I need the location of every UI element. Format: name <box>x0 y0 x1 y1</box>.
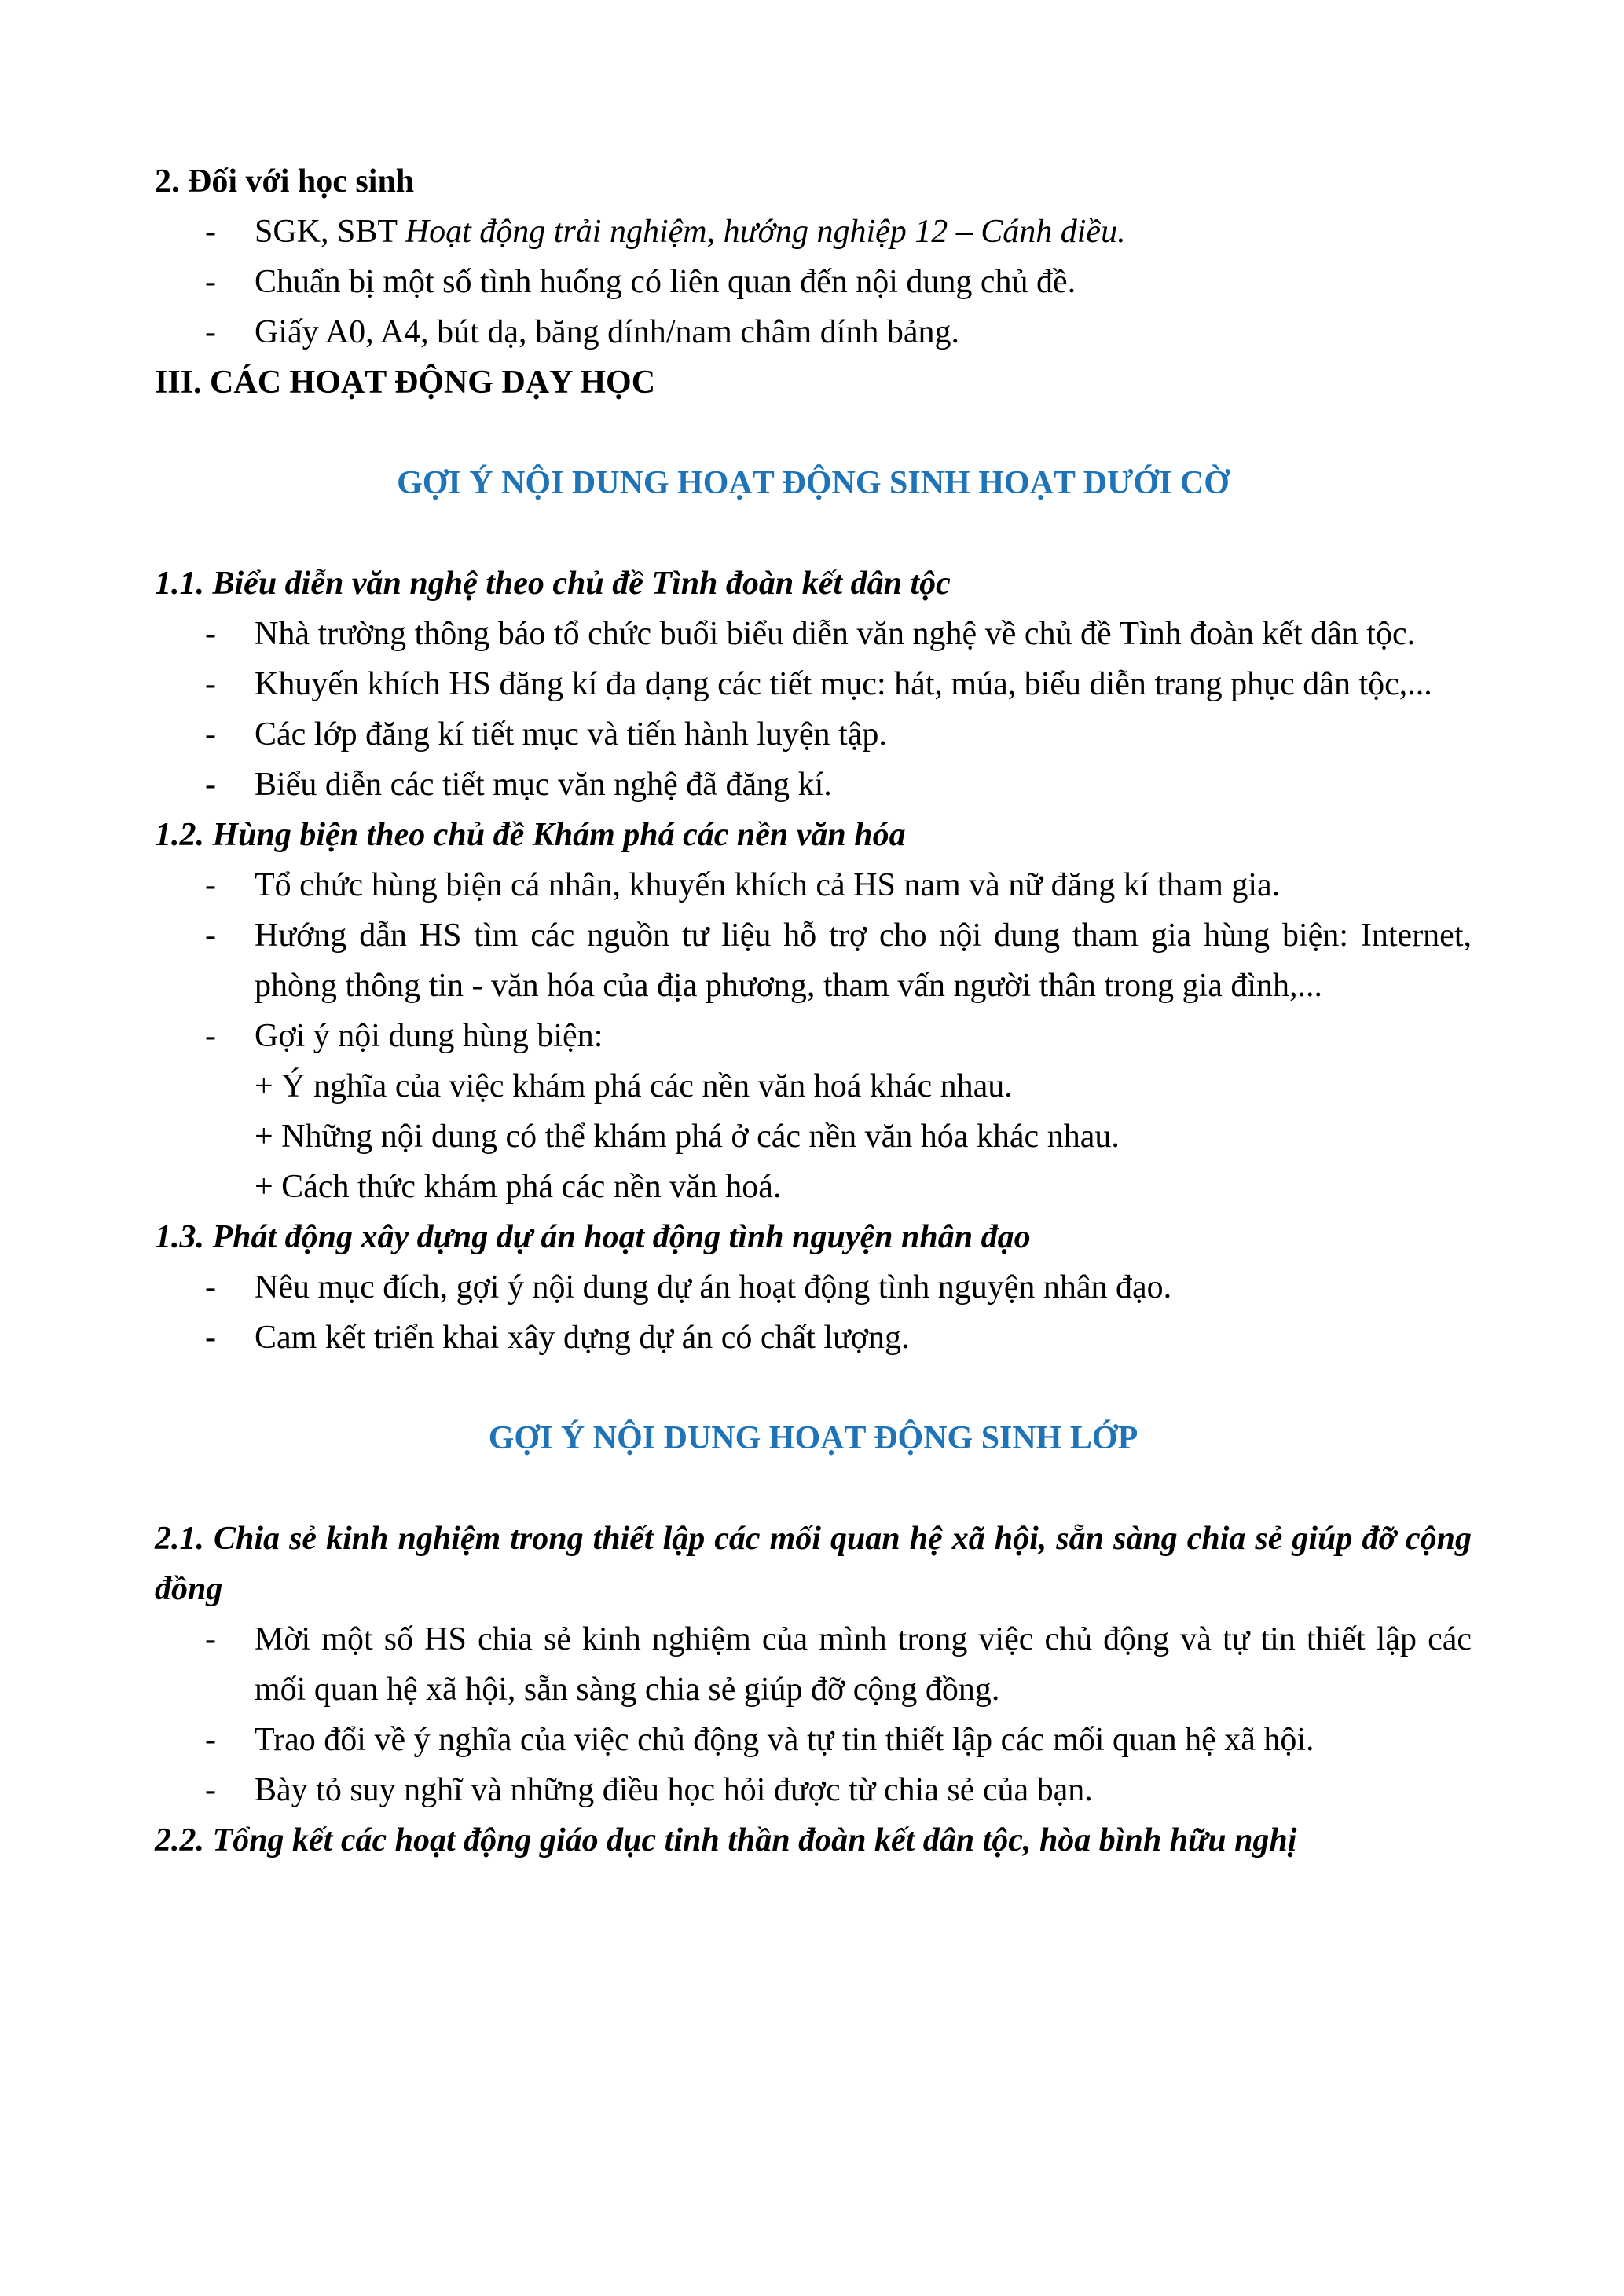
item-text: Tổ chức hùng biện cá nhân, khuyến khích cả HS nam và nữ đăng kí tham gia. <box>255 867 1281 903</box>
item-text: Chuẩn bị một số tình huống có liên quan đến nội dung chủ đề. <box>255 264 1076 300</box>
book-title: Hoạt động trải nghiệm, hướng nghiệp 12 – Cánh diều. <box>405 214 1126 250</box>
subsection-2-1-heading: 2.1. Chia sẻ kinh nghiệm trong thiết lập các mối quan hệ xã hội, sẵn sàng chia sẻ giúp đỡ cộng đồng <box>155 1521 1472 1607</box>
bullet-dash: - <box>205 716 216 753</box>
list-item <box>155 760 1472 810</box>
bullet-dash: - <box>205 1269 216 1305</box>
bullet-dash: - <box>205 666 216 702</box>
bullet-dash: - <box>205 214 216 250</box>
subsection-2-1-list <box>155 1614 1472 1815</box>
list-item <box>155 910 1472 1011</box>
bullet-dash: - <box>205 867 216 903</box>
item-text: Mời một số HS chia sẻ kinh nghiệm của mình trong việc chủ động và tự tin thiết lập các mối quan hệ xã hội, sẵn sàng chia sẻ giúp đỡ cộng đồng. <box>255 1621 1472 1708</box>
page-content <box>155 156 1472 1866</box>
item-text: Giấy A0, A4, bút dạ, băng dính/nam châm dính bảng. <box>255 314 960 350</box>
subsection-1-2-heading: 1.2. Hùng biện theo chủ đề Khám phá các nền văn hóa <box>155 817 906 853</box>
list-item <box>155 659 1472 709</box>
class-activities-title: GỢI Ý NỘI DUNG HOẠT ĐỘNG SINH LỚP <box>488 1420 1138 1456</box>
bullet-dash: - <box>205 767 216 803</box>
item-text: SGK, SBT <box>255 214 405 250</box>
activities-heading: III. CÁC HOẠT ĐỘNG DẠY HỌC <box>155 364 656 401</box>
bullet-dash: - <box>205 1018 216 1054</box>
subsection-1-1-list <box>155 609 1472 810</box>
list-item <box>155 609 1472 659</box>
item-text: Các lớp đăng kí tiết mục và tiến hành luyện tập. <box>255 716 887 753</box>
item-text: Bày tỏ suy nghĩ và những điều học hỏi được từ chia sẻ của bạn. <box>255 1772 1093 1808</box>
item-text: Khuyến khích HS đăng kí đa dạng các tiết mục: hát, múa, biểu diễn trang phục dân tộc,... <box>255 666 1432 702</box>
item-text: Nhà trường thông báo tổ chức buổi biểu diễn văn nghệ về chủ đề Tình đoàn kết dân tộc. <box>255 616 1416 652</box>
list-item <box>155 207 1472 257</box>
item-text: Nêu mục đích, gợi ý nội dung dự án hoạt động tình nguyện nhân đạo. <box>255 1269 1172 1305</box>
bullet-dash: - <box>205 1621 216 1657</box>
list-item <box>155 860 1472 910</box>
list-item <box>155 1313 1472 1363</box>
list-item <box>155 307 1472 357</box>
list-item <box>155 1262 1472 1313</box>
sub-item: + Những nội dung có thể khám phá ở các nền văn hóa khác nhau. <box>255 1119 1120 1155</box>
students-heading: 2. Đối với học sinh <box>155 163 415 200</box>
sub-item: + Ý nghĩa của việc khám phá các nền văn hoá khác nhau. <box>255 1068 1013 1104</box>
list-item <box>155 1011 1472 1061</box>
students-list <box>155 207 1472 357</box>
item-text: Gợi ý nội dung hùng biện: <box>255 1018 603 1054</box>
subsection-1-2-list <box>155 860 1472 1212</box>
subsection-1-3-heading: 1.3. Phát động xây dựng dự án hoạt động tình nguyện nhân đạo <box>155 1219 1031 1255</box>
bullet-dash: - <box>205 1320 216 1356</box>
sub-item: + Cách thức khám phá các nền văn hoá. <box>255 1169 782 1205</box>
list-item <box>155 1614 1472 1715</box>
item-text: Hướng dẫn HS tìm các nguồn tư liệu hỗ trợ cho nội dung tham gia hùng biện: Internet, phòng thông tin - văn hóa của địa phương, tham vấn người thân trong gia đình,... <box>255 917 1472 1004</box>
item-text: Trao đổi về ý nghĩa của việc chủ động và tự tin thiết lập các mối quan hệ xã hội. <box>255 1722 1314 1758</box>
subsection-1-3-list <box>155 1262 1472 1363</box>
bullet-dash: - <box>205 917 216 954</box>
list-item <box>155 709 1472 760</box>
list-item <box>155 1715 1472 1765</box>
item-text: Cam kết triển khai xây dựng dự án có chất lượng. <box>255 1320 910 1356</box>
bullet-dash: - <box>205 264 216 300</box>
bullet-dash: - <box>205 616 216 652</box>
bullet-dash: - <box>205 1722 216 1758</box>
item-text: Biểu diễn các tiết mục văn nghệ đã đăng kí. <box>255 767 832 803</box>
subsection-1-1-heading: 1.1. Biểu diễn văn nghệ theo chủ đề Tình đoàn kết dân tộc <box>155 566 951 602</box>
flag-activities-title: GỢI Ý NỘI DUNG HOẠT ĐỘNG SINH HOẠT DƯỚI CỜ <box>397 465 1230 501</box>
list-item <box>155 257 1472 307</box>
bullet-dash: - <box>205 314 216 350</box>
list-item <box>155 1765 1472 1815</box>
subsection-2-2-heading: 2.2. Tổng kết các hoạt động giáo dục tinh thần đoàn kết dân tộc, hòa bình hữu nghị <box>155 1822 1297 1858</box>
bullet-dash: - <box>205 1772 216 1808</box>
